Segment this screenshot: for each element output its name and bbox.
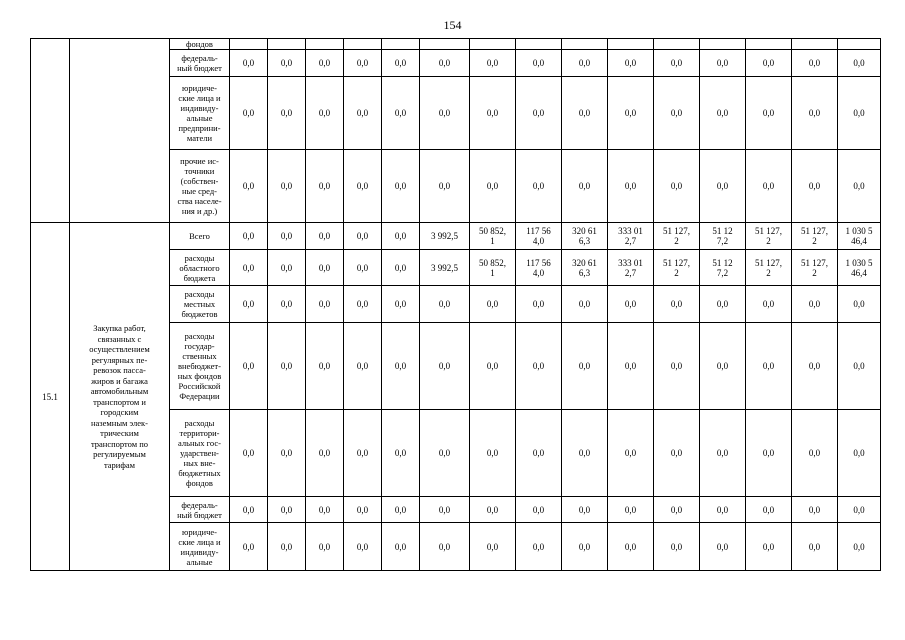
value-cell: 0,0 <box>230 50 268 77</box>
value-cell: 0,0 <box>470 523 516 571</box>
value-cell: 0,0 <box>268 150 306 223</box>
value-cell: 0,0 <box>306 50 344 77</box>
value-cell: 1 030 5 46,4 <box>838 250 881 286</box>
value-cell: 0,0 <box>268 323 306 410</box>
value-cell: 0,0 <box>792 50 838 77</box>
value-cell: 333 01 2,7 <box>608 250 654 286</box>
value-cell: 0,0 <box>562 286 608 323</box>
value-cell: 0,0 <box>608 323 654 410</box>
value-cell: 0,0 <box>344 50 382 77</box>
value-cell: 0,0 <box>268 77 306 150</box>
value-cell: 0,0 <box>382 523 420 571</box>
value-cell: 0,0 <box>344 150 382 223</box>
value-cell: 0,0 <box>382 77 420 150</box>
value-cell: 0,0 <box>838 286 881 323</box>
source-cell: федераль- ный бюджет <box>170 50 230 77</box>
value-cell: 0,0 <box>470 50 516 77</box>
value-cell: 0,0 <box>382 223 420 250</box>
value-cell: 333 01 2,7 <box>608 223 654 250</box>
value-cell: 0,0 <box>382 50 420 77</box>
value-cell: 0,0 <box>746 150 792 223</box>
value-cell: 0,0 <box>516 523 562 571</box>
value-cell <box>838 39 881 50</box>
value-cell: 0,0 <box>230 410 268 497</box>
source-cell: юридиче- ские лица и индивиду- альные предприни- матели <box>170 77 230 150</box>
value-cell: 1 030 5 46,4 <box>838 223 881 250</box>
value-cell: 0,0 <box>268 410 306 497</box>
value-cell: 50 852, 1 <box>470 250 516 286</box>
value-cell <box>470 39 516 50</box>
value-cell: 0,0 <box>344 250 382 286</box>
value-cell: 0,0 <box>746 286 792 323</box>
value-cell: 0,0 <box>306 286 344 323</box>
value-cell: 0,0 <box>792 323 838 410</box>
value-cell: 0,0 <box>230 523 268 571</box>
value-cell: 0,0 <box>562 410 608 497</box>
value-cell: 0,0 <box>700 497 746 523</box>
source-cell: прочие ис- точники (собствен- ные сред- ства населе- ния и др.) <box>170 150 230 223</box>
value-cell: 0,0 <box>516 410 562 497</box>
value-cell: 0,0 <box>268 50 306 77</box>
value-cell: 0,0 <box>268 497 306 523</box>
value-cell: 0,0 <box>792 497 838 523</box>
value-cell: 0,0 <box>516 323 562 410</box>
value-cell: 0,0 <box>230 323 268 410</box>
value-cell: 0,0 <box>700 323 746 410</box>
value-cell: 0,0 <box>306 497 344 523</box>
value-cell: 0,0 <box>420 497 470 523</box>
value-cell: 0,0 <box>230 497 268 523</box>
value-cell: 0,0 <box>382 497 420 523</box>
value-cell: 0,0 <box>230 77 268 150</box>
value-cell: 0,0 <box>792 410 838 497</box>
value-cell: 0,0 <box>268 523 306 571</box>
value-cell <box>746 39 792 50</box>
value-cell: 0,0 <box>838 323 881 410</box>
value-cell: 0,0 <box>700 50 746 77</box>
value-cell: 0,0 <box>382 286 420 323</box>
value-cell: 320 61 6,3 <box>562 250 608 286</box>
source-cell: расходы областного бюджета <box>170 250 230 286</box>
description-cell <box>70 39 170 223</box>
value-cell <box>382 39 420 50</box>
value-cell: 0,0 <box>700 286 746 323</box>
value-cell: 0,0 <box>608 150 654 223</box>
value-cell: 0,0 <box>470 497 516 523</box>
value-cell: 0,0 <box>838 150 881 223</box>
value-cell: 51 127, 2 <box>746 250 792 286</box>
source-cell: расходы государ- ственных внебюджет- ных фондов Российской Федерации <box>170 323 230 410</box>
value-cell: 0,0 <box>608 410 654 497</box>
value-cell: 0,0 <box>562 77 608 150</box>
source-cell: юридиче- ские лица и индивиду- альные <box>170 523 230 571</box>
value-cell: 0,0 <box>230 286 268 323</box>
value-cell: 0,0 <box>344 77 382 150</box>
value-cell: 0,0 <box>654 150 700 223</box>
value-cell: 0,0 <box>306 323 344 410</box>
value-cell <box>562 39 608 50</box>
value-cell: 0,0 <box>344 323 382 410</box>
value-cell: 51 127, 2 <box>792 223 838 250</box>
item-description: Закупка работ, связанных с осуществлением регулярных пе- ревозок пасса- жиров и багажа автомобильным транспортом и городским наземным элек- трическим транспортом по регулируемым тарифам <box>70 223 170 571</box>
value-cell: 0,0 <box>792 77 838 150</box>
value-cell: 0,0 <box>306 223 344 250</box>
value-cell: 0,0 <box>746 410 792 497</box>
value-cell <box>700 39 746 50</box>
value-cell <box>654 39 700 50</box>
value-cell: 0,0 <box>746 50 792 77</box>
value-cell <box>268 39 306 50</box>
value-cell: 51 127, 2 <box>654 223 700 250</box>
value-cell <box>306 39 344 50</box>
value-cell: 0,0 <box>420 50 470 77</box>
page-number: 154 <box>443 18 462 32</box>
value-cell: 0,0 <box>654 410 700 497</box>
value-cell: 0,0 <box>746 523 792 571</box>
source-cell: федераль- ный бюджет <box>170 497 230 523</box>
source-cell: фондов <box>170 39 230 50</box>
value-cell: 0,0 <box>344 410 382 497</box>
value-cell: 0,0 <box>562 323 608 410</box>
value-cell: 0,0 <box>344 286 382 323</box>
value-cell: 51 12 7,2 <box>700 223 746 250</box>
value-cell: 0,0 <box>608 77 654 150</box>
value-cell: 0,0 <box>700 150 746 223</box>
value-cell: 0,0 <box>382 410 420 497</box>
value-cell: 0,0 <box>608 50 654 77</box>
value-cell: 0,0 <box>562 50 608 77</box>
value-cell: 0,0 <box>420 286 470 323</box>
value-cell: 51 127, 2 <box>746 223 792 250</box>
value-cell <box>516 39 562 50</box>
value-cell: 0,0 <box>420 410 470 497</box>
value-cell: 0,0 <box>562 150 608 223</box>
value-cell: 0,0 <box>516 497 562 523</box>
value-cell: 51 127, 2 <box>654 250 700 286</box>
value-cell: 0,0 <box>608 523 654 571</box>
value-cell: 0,0 <box>746 497 792 523</box>
value-cell: 0,0 <box>268 250 306 286</box>
value-cell <box>230 39 268 50</box>
value-cell: 0,0 <box>230 150 268 223</box>
value-cell: 0,0 <box>608 497 654 523</box>
table-row <box>31 223 881 250</box>
budget-table <box>30 38 881 571</box>
value-cell: 0,0 <box>562 497 608 523</box>
value-cell: 0,0 <box>382 250 420 286</box>
value-cell: 0,0 <box>608 286 654 323</box>
value-cell: 0,0 <box>382 150 420 223</box>
value-cell: 0,0 <box>420 323 470 410</box>
value-cell: 0,0 <box>516 150 562 223</box>
value-cell: 0,0 <box>268 223 306 250</box>
value-cell: 0,0 <box>746 323 792 410</box>
value-cell: 0,0 <box>306 150 344 223</box>
value-cell: 0,0 <box>420 77 470 150</box>
value-cell: 0,0 <box>306 77 344 150</box>
value-cell: 51 12 7,2 <box>700 250 746 286</box>
value-cell: 0,0 <box>470 323 516 410</box>
value-cell: 0,0 <box>746 77 792 150</box>
value-cell: 0,0 <box>792 523 838 571</box>
item-number: 15.1 <box>31 223 70 571</box>
value-cell: 0,0 <box>420 150 470 223</box>
value-cell: 0,0 <box>516 286 562 323</box>
value-cell: 51 127, 2 <box>792 250 838 286</box>
value-cell: 50 852, 1 <box>470 223 516 250</box>
value-cell: 0,0 <box>306 523 344 571</box>
value-cell: 0,0 <box>420 523 470 571</box>
value-cell: 0,0 <box>700 410 746 497</box>
value-cell: 0,0 <box>230 223 268 250</box>
value-cell <box>792 39 838 50</box>
source-cell: расходы местных бюджетов <box>170 286 230 323</box>
value-cell: 117 56 4,0 <box>516 250 562 286</box>
value-cell: 0,0 <box>792 286 838 323</box>
value-cell <box>608 39 654 50</box>
value-cell: 0,0 <box>470 410 516 497</box>
value-cell: 0,0 <box>654 497 700 523</box>
value-cell: 0,0 <box>654 286 700 323</box>
value-cell: 0,0 <box>654 323 700 410</box>
value-cell: 0,0 <box>562 523 608 571</box>
value-cell: 3 992,5 <box>420 223 470 250</box>
table-row <box>31 39 881 50</box>
value-cell: 0,0 <box>838 50 881 77</box>
value-cell: 0,0 <box>838 523 881 571</box>
value-cell: 117 56 4,0 <box>516 223 562 250</box>
value-cell: 0,0 <box>344 523 382 571</box>
value-cell: 0,0 <box>700 77 746 150</box>
value-cell: 0,0 <box>516 77 562 150</box>
value-cell: 0,0 <box>792 150 838 223</box>
value-cell: 0,0 <box>838 410 881 497</box>
number-cell <box>31 39 70 223</box>
value-cell: 0,0 <box>838 497 881 523</box>
value-cell: 0,0 <box>344 497 382 523</box>
value-cell: 0,0 <box>838 77 881 150</box>
value-cell: 0,0 <box>268 286 306 323</box>
value-cell: 3 992,5 <box>420 250 470 286</box>
value-cell: 0,0 <box>306 250 344 286</box>
value-cell: 320 61 6,3 <box>562 223 608 250</box>
value-cell: 0,0 <box>344 223 382 250</box>
value-cell: 0,0 <box>654 523 700 571</box>
value-cell: 0,0 <box>382 323 420 410</box>
value-cell: 0,0 <box>470 77 516 150</box>
value-cell <box>420 39 470 50</box>
value-cell: 0,0 <box>470 150 516 223</box>
value-cell <box>344 39 382 50</box>
source-cell: Всего <box>170 223 230 250</box>
value-cell: 0,0 <box>470 286 516 323</box>
source-cell: расходы территори- альных гос- ударствен- ных вне- бюджетных фондов <box>170 410 230 497</box>
value-cell: 0,0 <box>700 523 746 571</box>
value-cell: 0,0 <box>230 250 268 286</box>
value-cell: 0,0 <box>654 50 700 77</box>
value-cell: 0,0 <box>516 50 562 77</box>
value-cell: 0,0 <box>654 77 700 150</box>
value-cell: 0,0 <box>306 410 344 497</box>
